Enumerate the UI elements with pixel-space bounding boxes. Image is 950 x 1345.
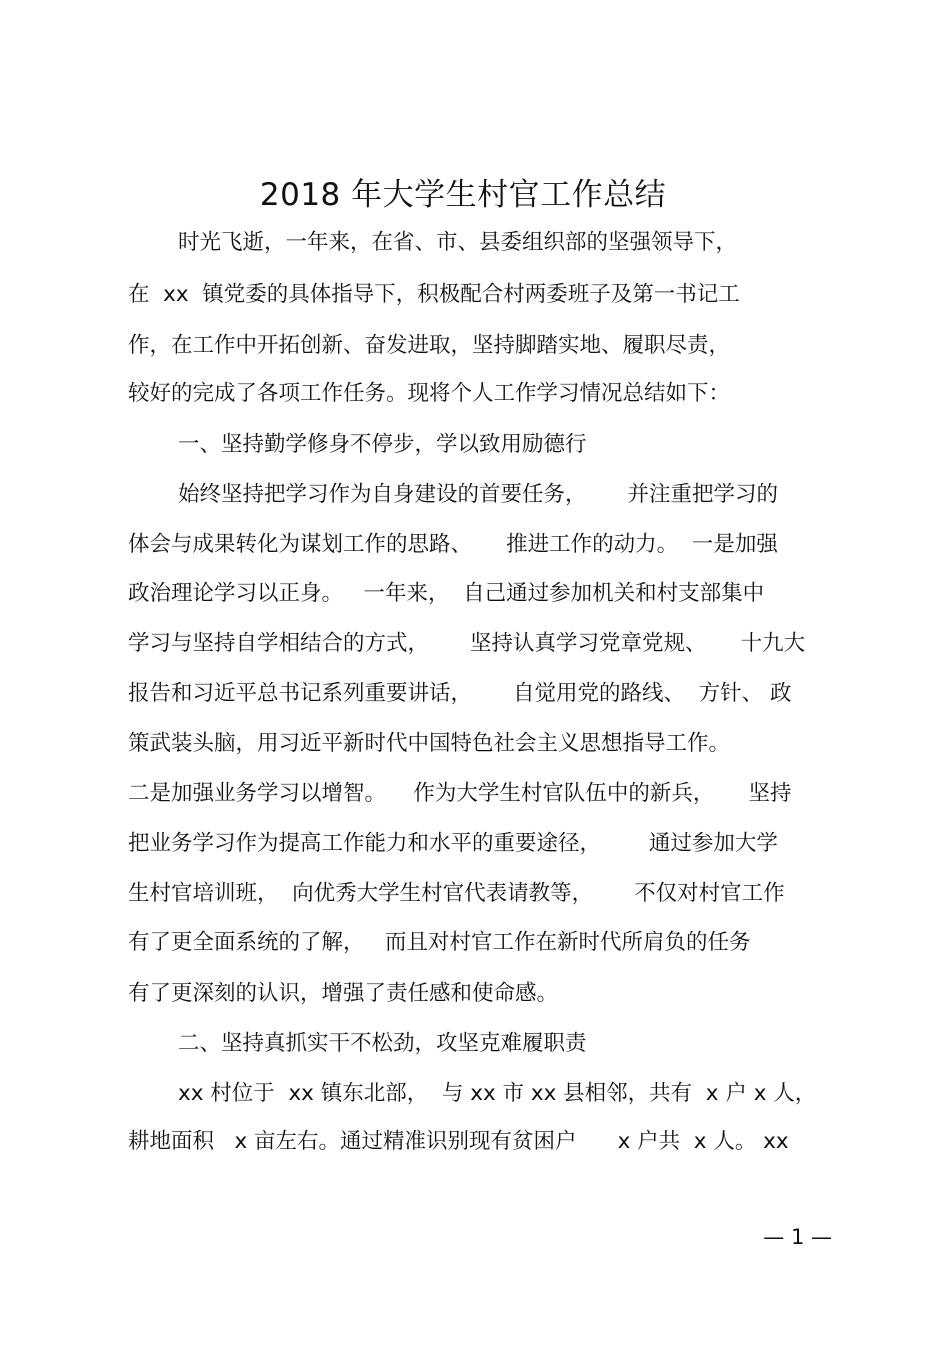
paragraph-line: 体会与成果转化为谋划工作的思路、 推进工作的动力。 一是加强 xyxy=(128,532,778,557)
section-heading: 二、坚持真抓实干不松劲，攻坚克难履职责 xyxy=(178,1031,587,1056)
paragraph-line: 始终坚持把学习作为自身建设的首要任务， 并注重把学习的 xyxy=(178,482,779,507)
paragraph-line: 作，在工作中开拓创新、奋发进取，坚持脚踏实地、履职尽责， xyxy=(128,333,731,358)
document-title: 2018 年大学生村官工作总结 xyxy=(259,177,667,213)
paragraph-line: 时光飞逝，一年来，在省、市、县委组织部的坚强领导下， xyxy=(178,230,738,255)
paragraph-line: 耕地面积 x 亩左右。通过精准识别现有贫困户 x 户共 x 人。 xx xyxy=(128,1129,789,1154)
paragraph-line: 有了更全面系统的了解， 而且对村官工作在新时代所肩负的任务 xyxy=(128,930,751,955)
paragraph-line: xx 村位于 xx 镇东北部， 与 xx 市 xx 县相邻，共有 x 户 x 人， xyxy=(178,1081,817,1106)
paragraph-line: 在 xx 镇党委的具体指导下，积极配合村两委班子及第一书记工 xyxy=(128,282,740,307)
paragraph-line: 有了更深刻的认识，增强了责任感和使命感。 xyxy=(128,981,559,1006)
page-number: — 1 — xyxy=(763,1225,832,1249)
paragraph-line: 生村官培训班， 向优秀大学生村官代表请教等， 不仅对村官工作 xyxy=(128,881,785,906)
paragraph-line: 政治理论学习以正身。 一年来， 自己通过参加机关和村支部集中 xyxy=(128,581,765,606)
paragraph-line: 学习与坚持自学相结合的方式， 坚持认真学习党章党规、 十九大 xyxy=(128,631,806,656)
paragraph-line: 二是加强业务学习以增智。 作为大学生村官队伍中的新兵， 坚持 xyxy=(128,781,792,806)
paragraph-line: 报告和习近平总书记系列重要讲话， 自觉用党的路线、 方针、 政 xyxy=(128,681,792,706)
paragraph-line: 把业务学习作为提高工作能力和水平的重要途径， 通过参加大学 xyxy=(128,831,778,856)
section-heading: 一、坚持勤学修身不停步，学以致用励德行 xyxy=(178,432,587,457)
paragraph-line: 较好的完成了各项工作任务。现将个人工作学习情况总结如下： xyxy=(128,381,731,406)
paragraph-line: 策武装头脑，用习近平新时代中国特色社会主义思想指导工作。 xyxy=(128,731,731,756)
